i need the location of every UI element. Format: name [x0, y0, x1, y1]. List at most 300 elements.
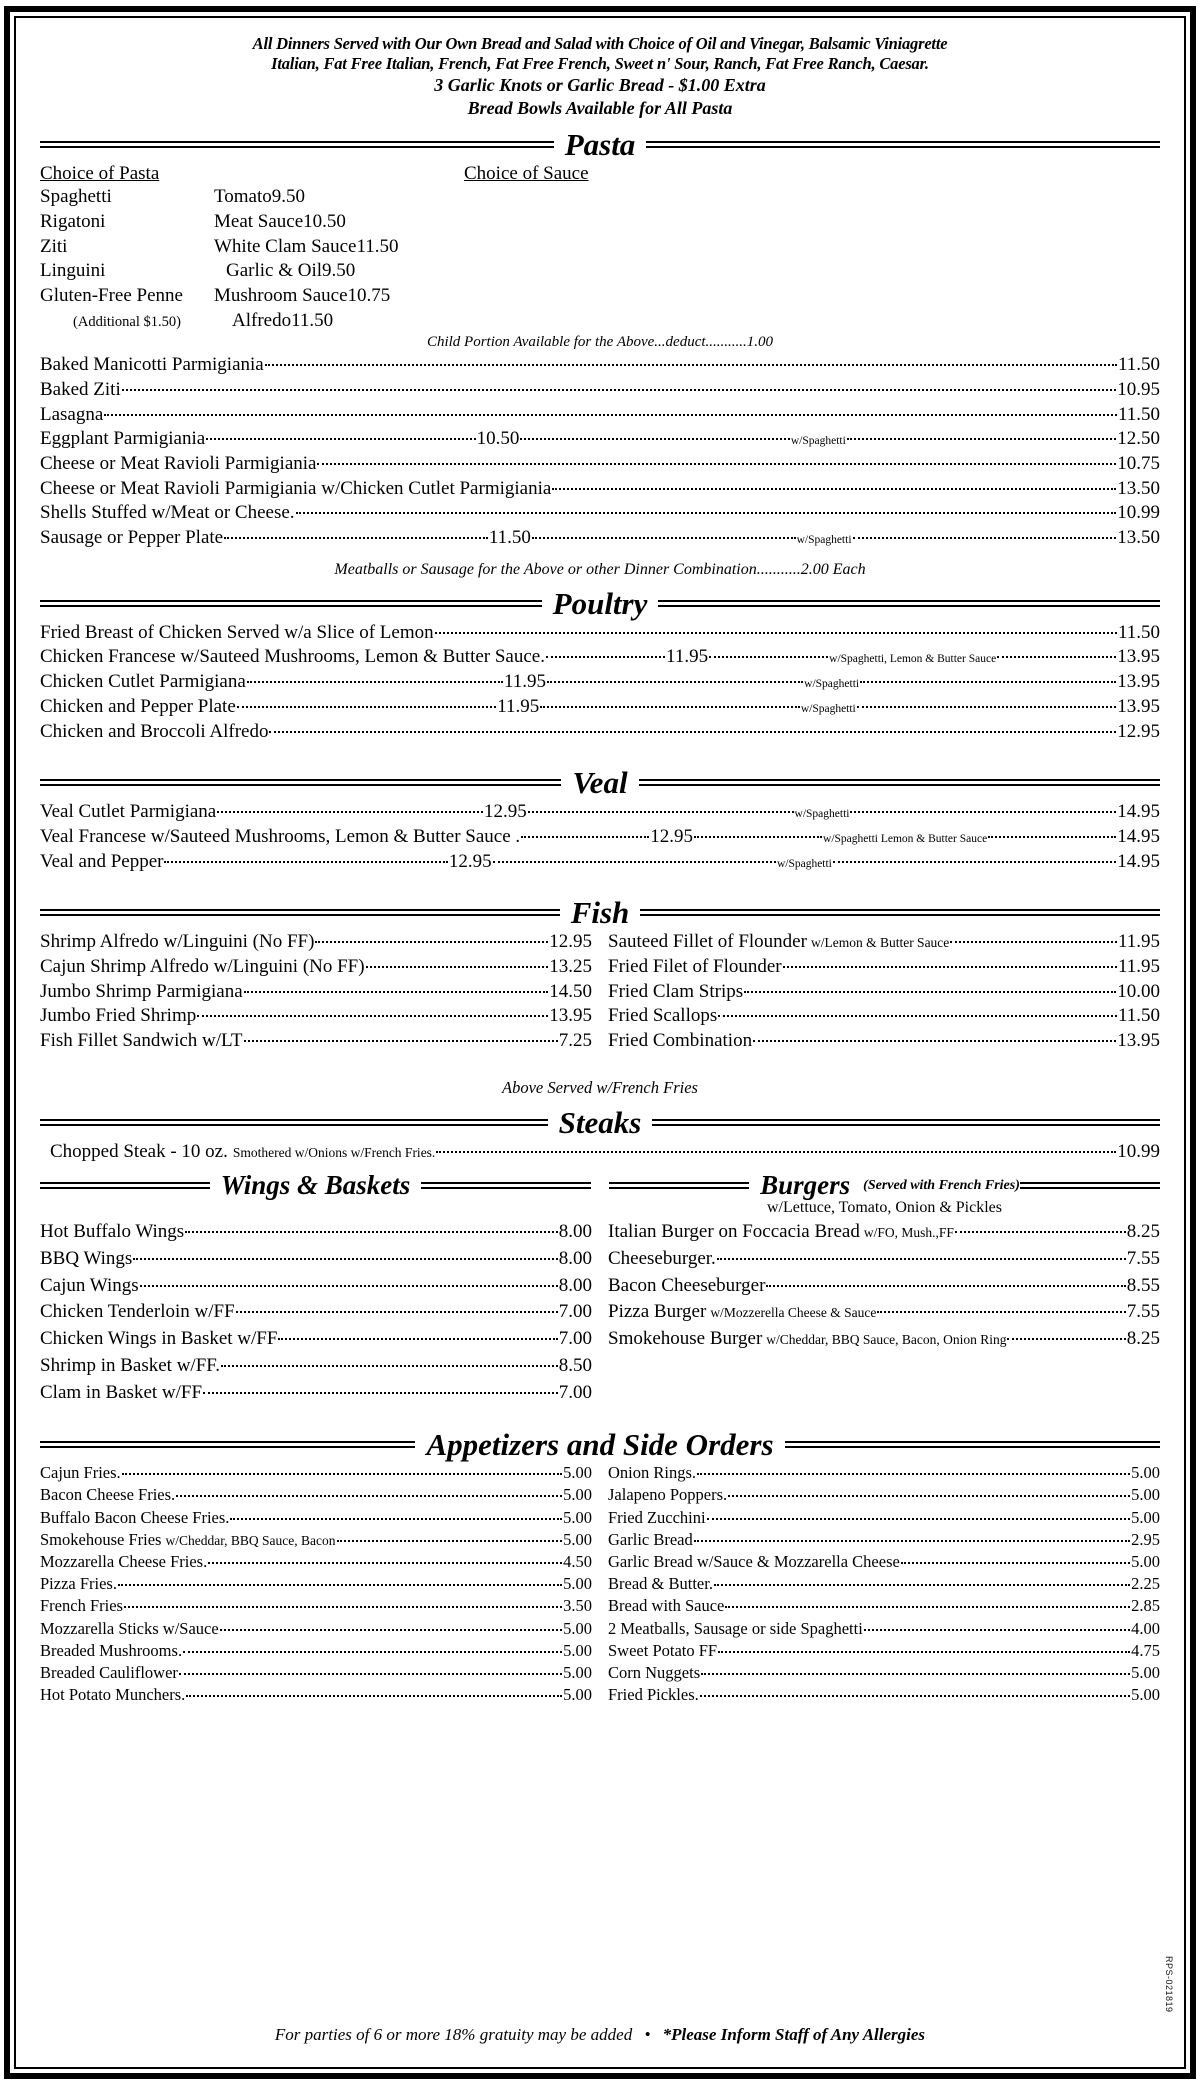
section-heading-steaks [40, 1104, 1160, 1140]
item-price: 5.00 [563, 1485, 592, 1505]
item-price: 5.00 [1131, 1463, 1160, 1483]
menu-item-row [40, 1484, 592, 1506]
rule-right [785, 1441, 1160, 1448]
item-note-secondary: w/Spaghetti [804, 678, 860, 691]
pasta-combo-row [40, 284, 1160, 309]
item-price: 5.00 [563, 1685, 592, 1705]
leader-dots [315, 941, 548, 943]
rule-right [658, 600, 1160, 607]
item-price: 12.95 [650, 825, 693, 847]
item-name: Cajun Wings [40, 1274, 139, 1296]
menu-item-row [608, 980, 1160, 1005]
item-note-secondary: w/Spaghetti [800, 702, 856, 715]
leader-dots [176, 1495, 562, 1497]
leader-dots [860, 681, 1116, 683]
print-code: RPS-021819 [1164, 1956, 1174, 2013]
item-name: Bread with Sauce [608, 1596, 725, 1616]
item-name: Sausage or Pepper Plate [40, 527, 224, 549]
item-note-secondary: w/Spaghetti, Lemon & Butter Sauce [829, 653, 997, 666]
leader-dots [714, 1584, 1130, 1586]
item-price: 5.00 [1131, 1662, 1160, 1682]
header-line-4: Bread Bowls Available for All Pasta [467, 98, 733, 119]
leader-dots [709, 656, 828, 658]
item-name: Garlic Bread w/Sauce & Mozzarella Cheese [608, 1551, 900, 1571]
rule-left [609, 1182, 749, 1189]
item-price: 13.95 [1117, 1030, 1160, 1052]
leader-dots [493, 861, 776, 863]
item-price: 8.00 [558, 1274, 592, 1296]
leader-dots [850, 811, 1116, 813]
item-price: 10.50 [476, 428, 520, 450]
menu-item-row [40, 1529, 592, 1551]
item-price: 7.55 [1126, 1248, 1160, 1270]
menu-item-row [40, 403, 1160, 428]
menu-item-row [40, 645, 1160, 670]
steaks-item-note: Smothered w/Onions w/French Fries. [232, 1144, 436, 1160]
item-price: 5.00 [1131, 1685, 1160, 1705]
menu-item-row [40, 427, 1160, 452]
leader-dots [122, 389, 1117, 391]
header-line-2: Italian, Fat Free Italian, French, Fat Free French, Sweet n' Sour, Ranch, Fat Free Ranch, Caesar. [271, 54, 929, 74]
pasta-item-list [40, 353, 1160, 551]
leader-dots [521, 836, 649, 838]
menu-item-row [40, 1618, 592, 1640]
item-name: Lasagna [40, 403, 104, 425]
item-name: Pizza Burger [608, 1301, 707, 1323]
leader-dots [230, 1518, 562, 1520]
leader-dots [955, 1231, 1126, 1233]
menu-item-row [40, 1662, 592, 1684]
pasta-combo-row [40, 185, 1160, 210]
leader-dots [701, 1673, 1130, 1675]
menu-item-row [608, 1618, 1160, 1640]
leader-dots [718, 1651, 1130, 1653]
leader-dots [552, 488, 1116, 490]
item-price: 5.00 [563, 1574, 592, 1594]
rule-left [40, 779, 561, 786]
item-name: Cajun Fries. [40, 1463, 121, 1483]
item-price-secondary: 13.95 [1117, 695, 1161, 717]
menu-item-row [40, 1353, 592, 1380]
item-price: 5.00 [563, 1529, 592, 1549]
rule-right [640, 909, 1160, 916]
item-note-secondary: w/Spaghetti [776, 857, 832, 870]
veal-item-list [40, 800, 1160, 874]
section-title: Veal [572, 765, 628, 801]
menu-item-row [608, 1246, 1160, 1273]
leader-dots [244, 991, 549, 993]
item-price-secondary: 13.95 [1117, 671, 1161, 693]
menu-item-row [608, 1326, 1160, 1353]
menu-item-row [608, 1507, 1160, 1529]
appetizers-right-column [608, 1462, 1160, 1706]
footer-gratuity-text: For parties of 6 or more 18% gratuity may be added [274, 2025, 633, 2044]
menu-item-row [608, 955, 1160, 980]
item-name: Shells Stuffed w/Meat or Cheese. [40, 502, 295, 524]
item-price: 11.95 [666, 646, 709, 668]
sauce-choice: Mushroom Sauce [214, 284, 348, 306]
item-price: 8.25 [1126, 1221, 1160, 1243]
menu-item-row [608, 1684, 1160, 1706]
appetizers-columns [40, 1462, 1160, 1706]
rule-right [421, 1182, 591, 1189]
section-heading-wings [40, 1172, 591, 1199]
steaks-item-name: Chopped Steak - 10 oz. [50, 1140, 228, 1162]
item-name: Jumbo Shrimp Parmigiana [40, 980, 243, 1002]
pasta-footnote-price: 2.00 Each [800, 560, 866, 578]
item-name: Corn Nuggets [608, 1662, 701, 1682]
pasta-footnote: Meatballs or Sausage for the Above or other Dinner Combination...........2.00 Each [334, 560, 866, 578]
child-note-text: Child Portion Available for the Above...deduct [426, 334, 706, 351]
item-name: Sauteed Fillet of Flounder [608, 931, 807, 953]
item-name: Garlic Bread [608, 1529, 693, 1549]
menu-item-row [40, 825, 1160, 850]
item-price: 11.95 [1117, 931, 1160, 953]
pasta-choice: (Additional $1.50) [73, 313, 181, 330]
item-price: 14.50 [549, 980, 592, 1002]
item-price: 5.00 [563, 1463, 592, 1483]
menu-item-row [40, 1640, 592, 1662]
burgers-subtitle: w/Lettuce, Tomato, Onion & Pickles [767, 1199, 1002, 1217]
pasta-combo-row [40, 259, 1160, 284]
item-price: 7.00 [558, 1301, 592, 1323]
leader-dots [766, 1285, 1125, 1287]
sauce-choice: Tomato [214, 186, 272, 208]
section-heading-fish [40, 895, 1160, 931]
leader-dots [183, 1651, 562, 1653]
menu-item-row [608, 1573, 1160, 1595]
section-heading-burgers [609, 1172, 1160, 1199]
rule-right [646, 141, 1160, 148]
item-name: Fish Fillet Sandwich w/LT [40, 1030, 243, 1052]
leader-dots [118, 1584, 562, 1586]
leader-dots [547, 681, 803, 683]
steaks-item-row [40, 1140, 1160, 1165]
leader-dots [265, 364, 1117, 366]
item-name: Breaded Mushrooms. [40, 1640, 183, 1660]
pasta-col-head: Choice of Pasta [40, 163, 160, 185]
menu-item-row [40, 980, 592, 1005]
item-price: 5.00 [563, 1662, 592, 1682]
pasta-choice: Ziti [40, 235, 68, 257]
item-name: Bacon Cheeseburger [608, 1274, 766, 1296]
item-price: 11.95 [503, 671, 546, 693]
item-price: 12.95 [549, 931, 592, 953]
item-name: Onion Rings. [608, 1463, 697, 1483]
item-name: Pizza Fries. [40, 1574, 117, 1594]
item-name: Veal and Pepper [40, 850, 164, 872]
leader-dots [540, 706, 800, 708]
item-price: 2.85 [1131, 1596, 1160, 1616]
sauce-price: 9.50 [271, 186, 306, 208]
menu-item-row [608, 1595, 1160, 1617]
leader-dots [753, 1040, 1116, 1042]
menu-item-row [608, 1029, 1160, 1054]
pasta-choice: Rigatoni [40, 210, 106, 232]
item-name: Hot Buffalo Wings [40, 1221, 185, 1243]
section-title: Fish [570, 895, 630, 931]
menu-item-row [40, 930, 592, 955]
item-name: Buffalo Bacon Cheese Fries. [40, 1507, 230, 1527]
wings-burgers-columns [40, 1219, 1160, 1406]
item-price: 5.00 [563, 1618, 592, 1638]
item-name: Jumbo Fried Shrimp [40, 1005, 197, 1027]
item-price: 7.00 [558, 1381, 592, 1403]
leader-dots [853, 537, 1117, 539]
item-price: 11.50 [1117, 354, 1160, 376]
menu-item-row [608, 1299, 1160, 1326]
sauce-price: 9.50 [322, 260, 356, 282]
item-name: Baked Ziti [40, 378, 121, 400]
sauce-col-head: Choice of Sauce [464, 163, 589, 185]
leader-dots [707, 1518, 1131, 1520]
menu-header [40, 34, 1160, 120]
item-name: Fried Pickles. [608, 1685, 699, 1705]
menu-content [24, 26, 1176, 2059]
menu-item-row [40, 955, 592, 980]
item-note: w/Mozzerella Cheese & Sauce [710, 1305, 877, 1321]
menu-item-row [40, 621, 1160, 646]
item-name: Mozzarella Cheese Fries. [40, 1551, 208, 1571]
leader-dots [185, 1231, 558, 1233]
leader-dots [877, 1311, 1125, 1313]
item-price: 13.25 [549, 955, 592, 977]
leader-dots [133, 1258, 557, 1260]
item-name: Bacon Cheese Fries. [40, 1485, 176, 1505]
sauce-price: 10.50 [303, 210, 346, 232]
item-name: Chicken Tenderloin w/FF [40, 1301, 235, 1323]
section-heading-poultry [40, 585, 1160, 621]
rule-left [40, 1441, 415, 1448]
item-name: Smokehouse Burger [608, 1328, 763, 1350]
rule-left [40, 1182, 210, 1189]
leader-dots [520, 438, 789, 440]
item-name: Shrimp in Basket w/FF. [40, 1354, 221, 1376]
menu-item-row [40, 695, 1160, 720]
leader-dots [124, 1606, 562, 1608]
pasta-column-headers [40, 163, 1160, 185]
item-price: 11.95 [497, 695, 540, 717]
menu-item-row [40, 720, 1160, 745]
section-heading-appetizers [40, 1427, 1160, 1463]
item-name: Chicken Cutlet Parmigiana [40, 671, 246, 693]
item-price-secondary: 14.95 [1117, 825, 1160, 847]
fish-left-column [40, 930, 592, 1053]
section-title: Poultry [552, 585, 648, 621]
menu-item-row [40, 1462, 592, 1484]
leader-dots [217, 811, 483, 813]
item-price-secondary: 13.50 [1117, 527, 1160, 549]
menu-item-row [40, 378, 1160, 403]
leader-dots [224, 537, 488, 539]
item-price-secondary: 14.95 [1117, 801, 1160, 823]
leader-dots [296, 512, 1117, 514]
item-price: 8.00 [558, 1221, 592, 1243]
item-name: Fried Breast of Chicken Served w/a Slice of Lemon [40, 621, 434, 643]
pasta-combo-row [40, 235, 1160, 260]
leader-dots [436, 1151, 1116, 1153]
leader-dots [203, 1392, 558, 1394]
leader-dots [435, 632, 1117, 634]
leader-dots [317, 463, 1116, 465]
steaks-item-price: 10.99 [1117, 1140, 1160, 1162]
leader-dots [532, 537, 796, 539]
menu-item-row [608, 1484, 1160, 1506]
menu-item-row [608, 1462, 1160, 1484]
pasta-combo-list [40, 185, 1160, 333]
item-price: 3.50 [563, 1596, 592, 1616]
item-price: 2.95 [1131, 1529, 1160, 1549]
item-price: 4.00 [1131, 1618, 1160, 1638]
menu-item-row [608, 1004, 1160, 1029]
item-name: Sweet Potato FF [608, 1640, 718, 1660]
item-name: Fried Scallops [608, 1005, 718, 1027]
fish-columns [40, 930, 1160, 1053]
item-name: Cheese or Meat Ravioli Parmigiania w/Chicken Cutlet Parmigiania [40, 477, 552, 499]
item-price: 10.95 [1117, 378, 1160, 400]
menu-item-row [608, 1529, 1160, 1551]
item-price: 13.95 [549, 1005, 592, 1027]
item-price: 12.95 [448, 850, 492, 872]
item-name: 2 Meatballs, Sausage or side Spaghetti [608, 1618, 863, 1638]
leader-dots [220, 1629, 562, 1631]
item-price: 4.50 [563, 1551, 592, 1571]
fish-above-note: Above Served w/French Fries [502, 1077, 698, 1097]
item-name: Clam in Basket w/FF [40, 1381, 203, 1403]
item-name: Shrimp Alfredo w/Linguini (No FF) [40, 931, 315, 953]
leader-dots [104, 414, 1117, 416]
menu-item-row [40, 1551, 592, 1573]
footer-separator: • [644, 2025, 651, 2044]
item-name: Cajun Shrimp Alfredo w/Linguini (No FF) [40, 955, 365, 977]
leader-dots [864, 1629, 1130, 1631]
item-price: 7.55 [1126, 1301, 1160, 1323]
item-price: 5.00 [1131, 1485, 1160, 1505]
item-name: Baked Manicotti Parmigiania [40, 354, 264, 376]
item-price: 10.00 [1117, 980, 1160, 1002]
leader-dots [140, 1285, 558, 1287]
item-price: 10.75 [1117, 453, 1160, 475]
item-price: 5.00 [563, 1640, 592, 1660]
leader-dots [857, 706, 1117, 708]
item-name: Eggplant Parmigiania [40, 428, 206, 450]
sauce-choice: Alfredo [232, 309, 292, 331]
leader-dots [694, 1540, 1130, 1542]
rule-right [1020, 1182, 1160, 1189]
sauce-choice: Garlic & Oil [226, 260, 323, 282]
leader-dots [337, 1540, 563, 1542]
leader-dots [236, 1311, 558, 1313]
section-heading-veal [40, 765, 1160, 801]
rule-right [652, 1119, 1160, 1126]
pasta-footnote-text: Meatballs or Sausage for the Above or other Dinner Combination [334, 560, 757, 578]
item-name: Chicken and Pepper Plate [40, 695, 236, 717]
menu-item-row [40, 501, 1160, 526]
menu-item-row [608, 1551, 1160, 1573]
item-name: Cheeseburger. [608, 1248, 716, 1270]
appetizers-left-column [40, 1462, 592, 1706]
item-price: 8.25 [1126, 1328, 1160, 1350]
poultry-item-list [40, 621, 1160, 744]
menu-item-row [40, 1326, 592, 1353]
item-name: Smokehouse Fries [40, 1529, 162, 1549]
item-note-secondary: w/Spaghetti [794, 808, 850, 821]
rule-left [40, 141, 554, 148]
menu-item-row [608, 1640, 1160, 1662]
item-note: w/Lemon & Butter Sauce [810, 935, 950, 951]
menu-item-row [40, 1219, 592, 1246]
item-price: 11.50 [1117, 621, 1160, 643]
menu-item-row [40, 1004, 592, 1029]
item-price: 8.55 [1126, 1274, 1160, 1296]
item-price: 11.50 [1117, 403, 1160, 425]
leader-dots [179, 1673, 562, 1675]
leader-dots [528, 811, 794, 813]
pasta-combo-row [40, 309, 1160, 334]
leader-dots [366, 966, 549, 968]
item-name: Chicken Wings in Basket w/FF [40, 1328, 278, 1350]
fish-right-column [608, 930, 1160, 1053]
burgers-item-list [608, 1219, 1160, 1406]
item-name: Fried Filet of Flounder [608, 955, 782, 977]
item-name: Italian Burger on Foccacia Bread [608, 1221, 860, 1243]
item-price: 8.50 [558, 1354, 592, 1376]
item-price: 5.00 [1131, 1551, 1160, 1571]
item-price: 12.95 [484, 801, 527, 823]
leader-dots [950, 941, 1117, 943]
leader-dots [833, 861, 1116, 863]
wings-item-list [40, 1219, 592, 1406]
menu-item-row [40, 1595, 592, 1617]
leader-dots [122, 1473, 562, 1475]
sauce-price: 11.50 [356, 235, 399, 257]
leader-dots [244, 1040, 558, 1042]
rule-left [40, 1119, 548, 1126]
item-note: w/Cheddar, BBQ Sauce, Bacon, Onion Ring [766, 1332, 1007, 1348]
section-title: Burgers [760, 1170, 851, 1201]
item-name: Hot Potato Munchers. [40, 1685, 186, 1705]
sauce-price: 11.50 [291, 309, 334, 331]
menu-item-row [608, 930, 1160, 955]
section-heading-pasta [40, 127, 1160, 163]
burgers-title-note: (Served with French Fries) [863, 1177, 1020, 1193]
item-note: w/FO, Mush.,FF [863, 1225, 954, 1241]
item-price: 2.25 [1131, 1574, 1160, 1594]
footer-allergy-text: *Please Inform Staff of Any Allergies [662, 2025, 926, 2044]
leader-dots [847, 438, 1116, 440]
item-price: 10.99 [1117, 502, 1160, 524]
menu-item-row [40, 1573, 592, 1595]
leader-dots [221, 1365, 558, 1367]
leader-dots [694, 836, 822, 838]
item-note-secondary: w/Spaghetti [796, 534, 852, 547]
menu-item-row [40, 1029, 592, 1054]
sauce-choice: Meat Sauce [214, 210, 304, 232]
leader-dots [697, 1473, 1130, 1475]
item-name: Chicken Francese w/Sauteed Mushrooms, Lemon & Butter Sauce. [40, 646, 545, 668]
item-name: Fried Clam Strips [608, 980, 744, 1002]
item-name: Mozzarella Sticks w/Sauce [40, 1618, 219, 1638]
menu-item-row [40, 477, 1160, 502]
item-price: 11.95 [1117, 955, 1160, 977]
item-price: 4.75 [1131, 1640, 1160, 1660]
pasta-choice: Linguini [40, 260, 106, 282]
leader-dots [717, 1258, 1126, 1260]
leader-dots [718, 1015, 1117, 1017]
item-note: w/Cheddar, BBQ Sauce, Bacon [165, 1532, 336, 1548]
leader-dots [197, 1015, 548, 1017]
pasta-child-portion-note: Child Portion Available for the Above...deduct...........1.00 [426, 334, 774, 351]
